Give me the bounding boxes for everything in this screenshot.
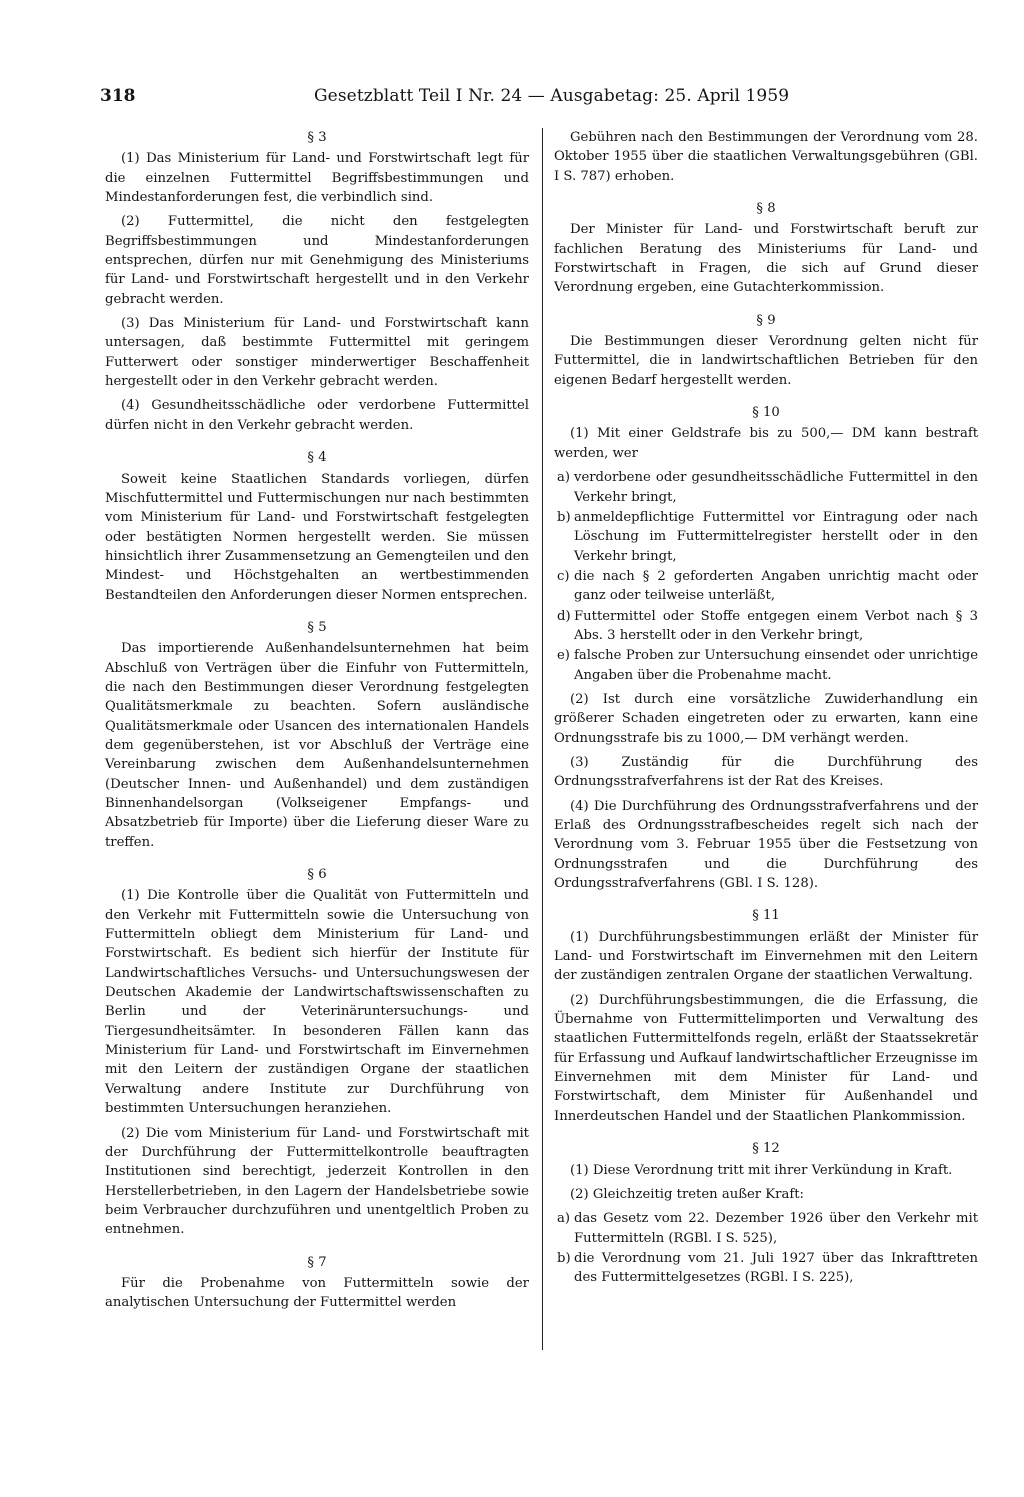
section: [554, 128, 978, 186]
left-column: [105, 128, 529, 1326]
list-marker: a): [557, 470, 571, 486]
list-item: [554, 1249, 978, 1288]
paragraph: (2) Die vom Ministerium für Land- und Forstwirtschaft mit der Durchführung der Futtermittelkontrolle beauftragten Institutionen sind berechtigt, jederzeit Kontrollen in den Herstellerbetrieben, in den Lagern der Handelsbetriebe sowie beim Verbraucher durchzuführen und unentgeltlich Proben zu entnehmen.: [105, 1125, 529, 1238]
section-heading: § 3: [307, 130, 327, 145]
section-heading: § 9: [756, 312, 776, 328]
section-heading: § 11: [752, 908, 780, 924]
column-divider: [542, 128, 543, 1350]
section-heading: § 4: [307, 450, 327, 466]
list-text: verdorbene oder gesundheitsschädliche Futtermittel in den Verkehr bringt,: [574, 470, 978, 505]
paragraph: (1) Die Kontrolle über die Qualität von Futtermitteln und den Verkehr mit Futtermitteln sowie die Untersuchung von Futtermitteln obliegt dem Ministerium für Land- und Forstwirtschaft. Es bedient sich hierfür der Institute für Landwirtschaftliches Versuchs- und Untersuchungswesen der Deutschen Akademie der Landwirtschaftswissenschaften zu Berlin und der Veterinäruntersuchungs- und Tiergesundheitsämter. In besonderen Fällen kann das Ministerium für Land- und Forstwirtschaft im Einvernehmen mit den Leitern der zuständigen Organe der staatlichen Verwaltung andere Institute zur Durchführung von bestimmten Untersuchungen heranziehen.: [105, 888, 529, 1117]
gazette-title: Gesetzblatt Teil I Nr. 24 — Ausgabetag: 25. April 1959: [314, 86, 790, 106]
list-text: das Gesetz vom 22. Dezember 1926 über den Verkehr mit Futtermitteln (RGBl. I S. 525),: [574, 1211, 978, 1246]
list-text: Futtermittel oder Stoffe entgegen einem Verbot nach § 3 Abs. 3 herstellt oder in den Verkehr bringt,: [574, 608, 978, 643]
paragraph: (2) Ist durch eine vorsätzliche Zuwiderhandlung ein größerer Schaden eingetreten oder zu erwarten, kann eine Ordnungsstrafe bis zu 1000,— DM verhängt werden.: [554, 691, 978, 746]
paragraph: Soweit keine Staatlichen Standards vorliegen, dürfen Mischfuttermittel und Futtermischungen nur nach bestimmten vom Ministerium für Land- und Forstwirtschaft festgelegten oder bestätigten Normen hergestellt werden. Sie müssen hinsichtlich ihrer Zusammensetzung an Gemengteilen und den Mindest- und Höchstgehalten an wertbestimmenden Bestandteilen den Anforderungen dieser Normen entsprechen.: [105, 471, 529, 603]
paragraph: (3) Zuständig für die Durchführung des Ordnungsstrafverfahrens ist der Rat des Kreises.: [554, 754, 978, 790]
list-marker: c): [557, 568, 570, 584]
right-column: [554, 128, 978, 1301]
list-marker: d): [557, 608, 571, 624]
section-heading: § 6: [307, 867, 327, 883]
paragraph: (4) Die Durchführung des Ordnungsstrafverfahrens und der Erlaß des Ordnungsstrafbescheides regelt sich nach der Verordnung vom 3. Februar 1955 über die Festsetzung von Ordnungsstrafen und die Durchführung des Ordungsstrafverfahrens (GBl. I S. 128).: [554, 798, 978, 892]
section-heading: § 7: [307, 1254, 327, 1270]
list-item: [554, 1209, 978, 1248]
paragraph: (2) Gleichzeitig treten außer Kraft:: [570, 1186, 804, 1202]
paragraph: Das importierende Außenhandelsunternehmen hat beim Abschluß von Verträgen über die Einfuhr von Futtermitteln, die nach den Bestimmungen dieser Verordnung festgelegten Qualitätsmerkmale zu beachten. Sofern ausländische Qualitätsmerkmale oder Usancen des internationalen Handels dem gegenüberstehen, ist vor Abschluß der Verträge eine Vereinbarung zwischen dem Außenhandelsunternehmen (Deutscher Innen- und Außenhandel) und dem zuständigen Binnenhandelsorgan (Volkseigener Empfangs- und Absatzbetrieb für Importe) über die Lieferung dieser Ware zu treffen.: [105, 641, 529, 850]
enumerated-list: [554, 1209, 978, 1287]
paragraph: (1) Das Ministerium für Land- und Forstwirtschaft legt für die einzelnen Futtermittel Begriffsbestimmungen und Mindestanforderungen fest, die verbindlich sind.: [105, 151, 529, 206]
paragraph: Gebühren nach den Bestimmungen der Verordnung vom 28. Oktober 1955 über die staatlichen Verwaltungsgebühren (GBl. I S. 787) erhoben.: [554, 130, 978, 184]
paragraph: Der Minister für Land- und Forstwirtschaft beruft zur fachlichen Beratung des Ministeriums für Land- und Forstwirtschaft in Fragen, die sich auf Grund dieser Verordnung ergeben, eine Gutachterkommission.: [554, 222, 978, 296]
paragraph: (1) Durchführungsbestimmungen erläßt der Minister für Land- und Forstwirtschaft im Einvernehmen mit den Leitern der zuständigen zentralen Organe der staatlichen Verwaltung.: [554, 929, 978, 984]
page-header: [100, 86, 980, 112]
section-heading: § 5: [307, 619, 327, 635]
paragraph: (2) Durchführungsbestimmungen, die die Erfassung, die Übernahme von Futtermittelimporten und Verwaltung des staatlichen Futtermittelfonds regeln, erläßt der Staatssekretär für Erfassung und Aufkauf landwirtschaftlicher Erzeugnisse im Einvernehmen mit dem Minister für Land- und Forstwirtschaft, dem Minister für Außenhandel und Innerdeutschen Handel und der Staatlichen Plankommission.: [554, 992, 978, 1124]
list-marker: b): [557, 1250, 571, 1266]
paragraph: (1) Mit einer Geldstrafe bis zu 500,— DM kann bestraft werden, wer: [554, 426, 978, 461]
paragraph: (1) Diese Verordnung tritt mit ihrer Verkündung in Kraft.: [570, 1162, 953, 1178]
paragraph: (3) Das Ministerium für Land- und Forstwirtschaft kann untersagen, daß bestimmte Futtermittel mit geringem Futterwert oder sonstiger minderwertiger Beschaffenheit hergestellt oder in den Verkehr gebracht werden.: [105, 316, 529, 390]
paragraph: Für die Probenahme von Futtermitteln sowie der analytischen Untersuchung der Futtermittel werden: [105, 1275, 529, 1311]
list-item: [554, 468, 978, 507]
section: [105, 1253, 529, 1313]
section: [105, 865, 529, 1240]
enumerated-list: [554, 468, 978, 685]
list-marker: a): [557, 1211, 571, 1227]
section: [105, 618, 529, 852]
section: [554, 1139, 978, 1287]
paragraph: (2) Futtermittel, die nicht den festgelegten Begriffsbestimmungen und Mindestanforderungen entsprechen, dürfen nur mit Genehmigung des Ministeriums für Land- und Forstwirtschaft hergestellt und in den Verkehr gebracht werden.: [105, 214, 529, 307]
section: [554, 311, 978, 390]
list-item: [554, 646, 978, 685]
paragraph: Die Bestimmungen dieser Verordnung gelten nicht für Futtermittel, die in landwirtschaftlichen Betrieben für den eigenen Bedarf hergestellt werden.: [554, 334, 978, 388]
section: [554, 199, 978, 298]
section: [105, 448, 529, 605]
section: [554, 906, 978, 1126]
list-item: [554, 567, 978, 606]
list-item: [554, 508, 978, 566]
section-heading: § 8: [756, 201, 776, 217]
list-item: [554, 607, 978, 646]
section-heading: § 10: [752, 405, 780, 421]
list-marker: e): [557, 648, 570, 664]
list-text: die nach § 2 geforderten Angaben unrichtig macht oder ganz oder teilweise unterläßt,: [574, 568, 978, 604]
section-heading: § 12: [752, 1141, 780, 1157]
section: [554, 403, 978, 893]
list-marker: b): [557, 509, 571, 525]
paragraph: (4) Gesundheitsschädliche oder verdorbene Futtermittel dürfen nicht in den Verkehr gebracht werden.: [105, 398, 529, 433]
page-number: 318: [100, 86, 136, 106]
list-text: falsche Proben zur Untersuchung einsendet oder unrichtige Angaben über die Probenahme macht.: [574, 648, 978, 683]
list-text: die Verordnung vom 21. Juli 1927 über das Inkrafttreten des Futtermittelgesetzes (RGBl. I S. 225),: [574, 1250, 978, 1286]
list-text: anmeldepflichtige Futtermittel vor Eintragung oder nach Löschung im Futtermittelregister herstellt oder in den Verkehr bringt,: [574, 509, 978, 564]
section: [105, 128, 529, 435]
